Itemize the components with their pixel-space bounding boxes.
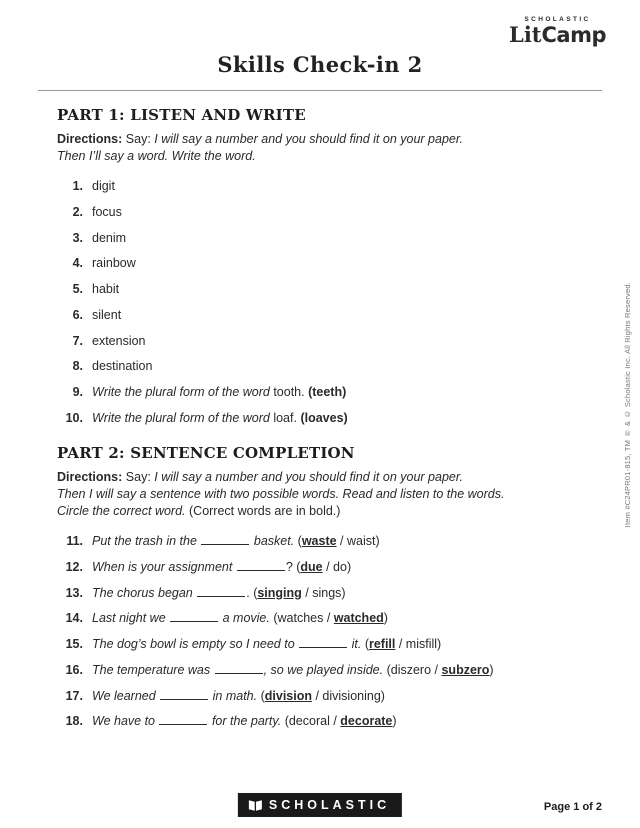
directions-line3-italic: Circle the correct word. xyxy=(57,504,186,518)
text-segment: ) xyxy=(489,662,494,677)
item-number: 2. xyxy=(72,204,83,219)
directions-line1: I will say a number and you should find it on your paper. xyxy=(154,470,464,484)
item-number: 4. xyxy=(72,256,83,271)
list-item xyxy=(57,204,590,220)
item-number: 5. xyxy=(72,282,83,296)
directions-label: Directions: xyxy=(57,132,123,146)
item-number: 9. xyxy=(72,385,83,399)
item-text xyxy=(92,533,380,549)
text-segment: The dog’s bowl is empty so I need to xyxy=(92,637,299,651)
item-number: 16. xyxy=(65,662,83,677)
page-title: Skills Check-in 2 xyxy=(217,52,423,77)
item-text xyxy=(92,410,348,426)
directions-label: Directions: xyxy=(57,470,123,484)
text-segment: extension xyxy=(92,333,146,348)
list-item xyxy=(57,533,590,549)
list-item xyxy=(57,307,590,323)
directions-line1: I will say a number and you should find it on your paper. xyxy=(154,132,464,146)
item-text xyxy=(92,636,441,652)
text-segment: due xyxy=(300,559,323,574)
scholastic-footer-logo xyxy=(238,793,402,817)
answer-blank xyxy=(160,689,208,700)
item-number: 14. xyxy=(65,611,83,626)
text-segment: The temperature was xyxy=(92,662,214,677)
text-segment: / do) xyxy=(322,559,352,574)
item-text xyxy=(92,307,121,323)
answer-blank xyxy=(299,637,347,648)
text-segment: rainbow xyxy=(92,256,136,271)
list-item xyxy=(57,610,590,626)
text-segment: watched xyxy=(333,611,384,626)
item-text xyxy=(92,255,136,271)
text-segment: ) xyxy=(392,714,397,729)
item-text xyxy=(92,610,388,626)
text-segment: Put the trash in the xyxy=(92,534,201,548)
item-text xyxy=(92,358,152,374)
text-segment: decorate xyxy=(340,714,393,729)
text-segment: / divisioning) xyxy=(312,688,385,703)
text-segment: / waist) xyxy=(336,534,380,548)
text-segment: focus xyxy=(92,204,122,219)
item-number: 15. xyxy=(65,637,83,651)
item-number: 12. xyxy=(65,559,83,574)
list-item xyxy=(57,358,590,374)
text-segment: When is your assignment xyxy=(92,559,236,574)
list-item xyxy=(57,384,590,400)
item-text xyxy=(92,662,494,678)
list-item xyxy=(57,255,590,271)
item-text xyxy=(92,713,397,729)
part2-heading: PART 2: SENTENCE COMPLETION xyxy=(57,444,355,462)
text-segment: basket. xyxy=(250,534,298,548)
litcamp-logo xyxy=(509,16,606,47)
text-segment: singing xyxy=(257,585,302,600)
list-item xyxy=(57,230,590,246)
item-number: 6. xyxy=(72,307,83,322)
part2-items xyxy=(57,533,590,730)
text-segment: Write the plural form of the word xyxy=(92,385,274,399)
item-number: 1. xyxy=(72,179,83,193)
directions-line3-plain: (Correct words are in bold.) xyxy=(189,504,341,518)
text-segment: (decoral / xyxy=(284,714,341,729)
litcamp-wordmark: LitCamp xyxy=(509,22,606,47)
list-item xyxy=(57,585,590,601)
item-text xyxy=(92,281,119,297)
list-item xyxy=(57,636,590,652)
page-number: Page 1 of 2 xyxy=(543,801,602,813)
item-number: 8. xyxy=(72,359,83,374)
answer-blank xyxy=(201,534,249,545)
item-text xyxy=(92,559,351,575)
text-segment: subzero xyxy=(441,662,490,677)
item-number: 13. xyxy=(65,585,83,600)
answer-blank xyxy=(159,714,207,725)
list-item xyxy=(57,333,590,349)
text-segment: denim xyxy=(92,230,127,245)
text-segment: digit xyxy=(92,179,115,193)
list-item xyxy=(57,178,590,194)
text-segment: loaf. xyxy=(273,410,301,425)
say-label: Say: xyxy=(125,470,151,484)
list-item xyxy=(57,559,590,575)
part2-directions xyxy=(57,469,590,520)
text-segment: a movie. xyxy=(219,611,274,626)
text-segment: (loaves) xyxy=(300,410,348,425)
text-segment: We have to xyxy=(92,714,159,729)
text-segment: ( xyxy=(260,688,265,703)
part1-items xyxy=(57,178,590,426)
open-book-icon xyxy=(247,799,264,812)
item-number: 18. xyxy=(65,714,83,729)
footer-logo-text: SCHOLASTIC xyxy=(268,797,391,812)
list-item xyxy=(57,410,590,426)
answer-blank xyxy=(237,560,285,571)
text-segment: We learned xyxy=(92,688,160,703)
list-item xyxy=(57,662,590,678)
text-segment: waste xyxy=(301,534,337,548)
answer-blank xyxy=(170,611,218,622)
scholastic-brand-label: SCHOLASTIC xyxy=(524,16,591,23)
item-text xyxy=(92,178,115,194)
say-label: Say: xyxy=(125,132,151,146)
text-segment: for the party. xyxy=(208,714,285,729)
item-number: 7. xyxy=(72,333,83,348)
part1-heading: PART 1: LISTEN AND WRITE xyxy=(57,106,306,124)
worksheet-body xyxy=(0,91,640,730)
text-segment: ( xyxy=(364,637,369,651)
item-text xyxy=(92,585,346,601)
item-number: 11. xyxy=(66,534,83,548)
text-segment: destination xyxy=(92,359,153,374)
item-text xyxy=(92,230,126,246)
text-segment: , so we played inside. xyxy=(263,662,387,677)
item-text xyxy=(92,384,346,400)
directions-line2: Then I’ll say a word. Write the word. xyxy=(57,149,256,163)
list-item xyxy=(57,713,590,729)
item-text xyxy=(92,333,146,349)
text-segment: it. xyxy=(348,637,365,651)
copyright-sidebar: Item #C24PR01-815, TM ® & © Scholastic Inc. All Rights Reserved. xyxy=(623,282,632,528)
text-segment: ( xyxy=(297,534,302,548)
answer-blank xyxy=(197,586,245,597)
text-segment: (diszero / xyxy=(386,662,442,677)
item-text xyxy=(92,688,385,704)
item-number: 3. xyxy=(72,230,83,245)
text-segment: in math. xyxy=(209,688,261,703)
text-segment: (watches / xyxy=(273,611,334,626)
text-segment: / sings) xyxy=(301,585,346,600)
text-segment: silent xyxy=(92,307,122,322)
text-segment: Write the plural form of the word xyxy=(92,410,274,425)
text-segment: ) xyxy=(383,611,388,626)
part1-directions xyxy=(57,131,590,165)
text-segment: tooth. xyxy=(273,385,309,399)
list-item xyxy=(57,281,590,297)
text-segment: (teeth) xyxy=(308,385,347,399)
text-segment: Last night we xyxy=(92,611,170,626)
item-number: 17. xyxy=(65,688,83,703)
text-segment: / misfill) xyxy=(395,637,442,651)
text-segment: refill xyxy=(368,637,396,651)
item-text xyxy=(92,204,122,220)
text-segment: The chorus began xyxy=(92,585,197,600)
text-segment: . ( xyxy=(246,585,258,600)
directions-line2: Then I will say a sentence with two possible words. Read and listen to the words. xyxy=(57,487,505,501)
text-segment: ? ( xyxy=(285,559,301,574)
text-segment: habit xyxy=(92,282,120,296)
item-number: 10. xyxy=(65,410,83,425)
text-segment: division xyxy=(264,688,312,703)
answer-blank xyxy=(215,663,263,674)
list-item xyxy=(57,688,590,704)
